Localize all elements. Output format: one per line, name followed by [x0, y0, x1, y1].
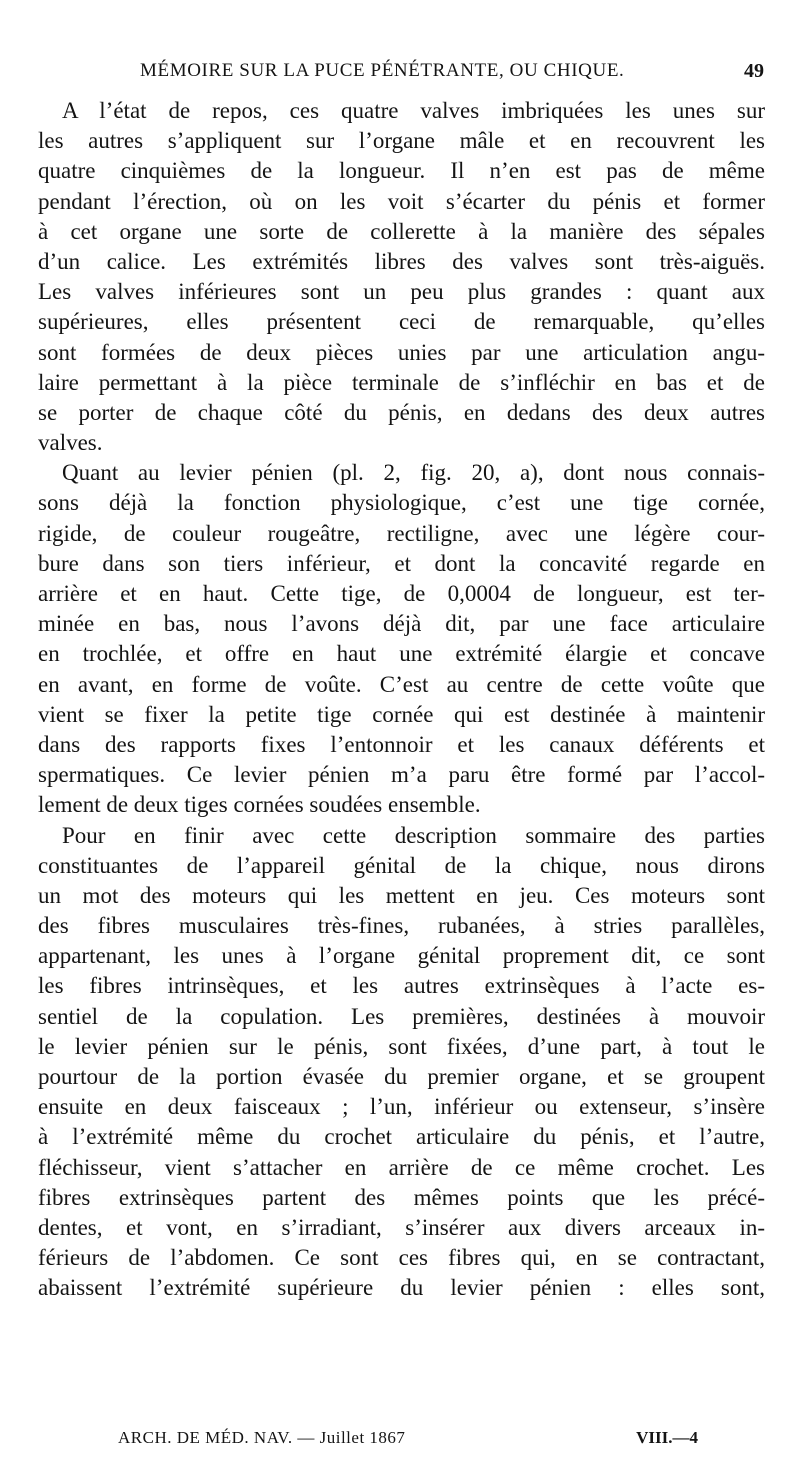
text-line: pendant l’érection, où on les voit s’écarter du pénis et former: [38, 188, 765, 214]
text-line: fléchisseur, vient s’attacher en arrière de ce même crochet. Les: [38, 1154, 765, 1180]
body-text: [38, 96, 765, 1304]
footer-signature: VIII.—4: [636, 1428, 698, 1447]
text-line: valves.: [38, 430, 103, 456]
text-line: bure dans son tiers inférieur, et dont la concavité regarde en: [38, 550, 765, 576]
text-line: des fibres musculaires très-fines, rubanées, à stries parallèles,: [38, 913, 765, 939]
text-line: A l’état de repos, ces quatre valves imbriquées les unes sur: [62, 98, 765, 123]
text-line: sons déjà la fonction physiologique, c’est une tige cornée,: [38, 490, 765, 516]
text-line: les fibres intrinsèques, et les autres extrinsèques à l’acte es-: [38, 973, 765, 999]
text-line: Les valves inférieures sont un peu plus grandes : quant aux: [38, 279, 765, 305]
text-line: spermatiques. Ce levier pénien m’a paru être formé par l’accol-: [38, 762, 765, 788]
text-line: quatre cinquièmes de la longueur. Il n’en est pas de même: [38, 158, 765, 184]
text-line: abaissent l’extrémité supérieure du levier pénien : elles sont,: [38, 1275, 765, 1301]
text-line: sont formées de deux pièces unies par une articulation angu-: [38, 339, 765, 365]
text-line: dans des rapports fixes l’entonnoir et les canaux déférents et: [38, 731, 765, 757]
page-footer: [118, 1428, 698, 1454]
text-line: appartenant, les unes à l’organe génital proprement dit, ce sont: [38, 943, 765, 969]
text-line: en avant, en forme de voûte. C’est au centre de cette voûte que: [38, 671, 765, 697]
page-number: 49: [744, 60, 764, 82]
text-line: le levier pénien sur le pénis, sont fixées, d’une part, à tout le: [38, 1033, 765, 1059]
text-line: laire permettant à la pièce terminale de s’infléchir en bas et de: [38, 369, 765, 395]
text-line: rigide, de couleur rougeâtre, rectiligne, avec une légère cour-: [38, 520, 765, 546]
text-line: d’un calice. Les extrémités libres des valves sont très-aiguës.: [38, 248, 765, 274]
running-title: MÉMOIRE SUR LA PUCE PÉNÉTRANTE, OU CHIQUE.: [140, 60, 625, 81]
text-line: se porter de chaque côté du pénis, en dedans des deux autres: [38, 399, 765, 425]
text-line: sentiel de la copulation. Les premières, destinées à mouvoir: [38, 1003, 765, 1029]
text-line: à l’extrémité même du crochet articulaire du pénis, et l’autre,: [38, 1124, 765, 1150]
text-line: constituantes de l’appareil génital de la chique, nous dirons: [38, 852, 765, 878]
text-line: un mot des moteurs qui les mettent en jeu. Ces moteurs sont: [38, 882, 765, 908]
text-line: fibres extrinsèques partent des mêmes points que les précé-: [38, 1184, 765, 1210]
text-line: à cet organe une sorte de collerette à la manière des sépales: [38, 218, 765, 244]
text-line: en trochlée, et offre en haut une extrémité élargie et concave: [38, 641, 765, 667]
footer-journal: ARCH. DE MÉD. NAV. — Juillet 1867: [118, 1428, 406, 1447]
text-line: arrière et en haut. Cette tige, de 0,0004 de longueur, est ter-: [38, 581, 765, 606]
text-line: ensuite en deux faisceaux ; l’un, inférieur ou extenseur, s’insère: [38, 1094, 765, 1120]
text-line: lement de deux tiges cornées soudées ensemble.: [38, 792, 481, 818]
text-line: Quant au levier pénien (pl. 2, fig. 20, a), dont nous connais-: [62, 460, 765, 486]
text-line: dentes, et vont, en s’irradiant, s’insérer aux divers arceaux in-: [38, 1214, 765, 1240]
text-line: férieurs de l’abdomen. Ce sont ces fibres qui, en se contractant,: [38, 1245, 765, 1271]
text-line: les autres s’appliquent sur l’organe mâle et en recouvrent les: [38, 128, 765, 154]
running-head: [140, 60, 770, 88]
text-line: vient se fixer la petite tige cornée qui est destinée à maintenir: [38, 701, 765, 727]
text-line: supérieures, elles présentent ceci de remarquable, qu’elles: [38, 309, 765, 335]
text-line: pourtour de la portion évasée du premier organe, et se groupent: [38, 1064, 765, 1089]
text-line: minée en bas, nous l’avons déjà dit, par une face articulaire: [38, 611, 765, 637]
text-line: Pour en finir avec cette description sommaire des parties: [62, 822, 765, 848]
